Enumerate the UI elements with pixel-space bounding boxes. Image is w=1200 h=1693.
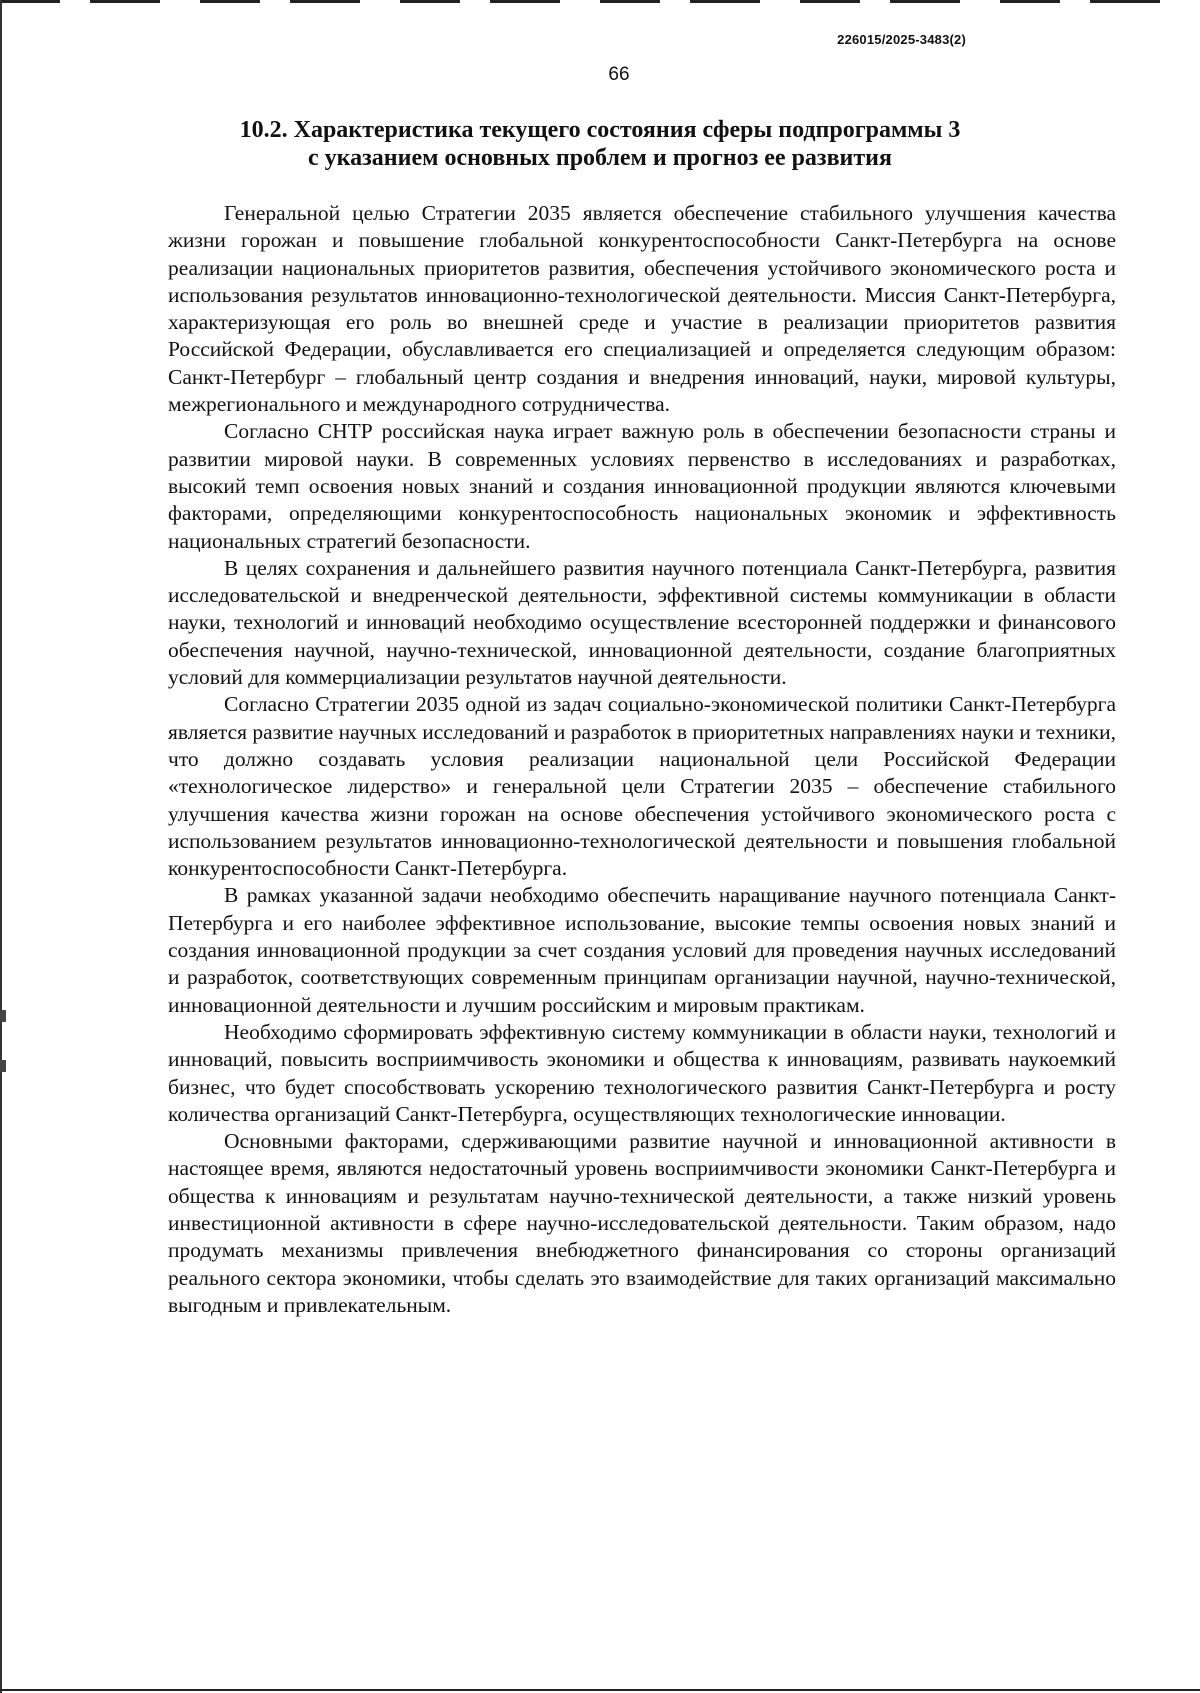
scan-edge-top (0, 0, 1200, 3)
scan-mark (0, 1060, 6, 1072)
paragraph: Согласно Стратегии 2035 одной из задач социально-экономической политики Санкт-Петербурга является развитие научных исследований и разработок в приоритетных направлениях науки и техники, что должно создавать условия реализации национальной цели Российской Федерации «технологическое лидерство» и генеральной цели Стратегии 2035 – обеспечение стабильного улучшения качества жизни горожан на основе обеспечения устойчивого экономического роста с использованием результатов инновационно-технологической деятельности и повышения глобальной конкурентоспособности Санкт-Петербурга. (168, 692, 1116, 881)
paragraph: Генеральной целью Стратегии 2035 является обеспечение стабильного улучшения качества жизни горожан и повышение глобальной конкурентоспособности Санкт-Петербурга на основе реализации национальных приоритетов развития, обеспечения устойчивого экономического роста и использования результатов инновационно-технологической деятельности. Миссия Санкт-Петербурга, характеризующая его роль во внешней среде и участие в реализации приоритетов развития Российской Федерации, обуславливается его специализацией и определяется следующим образом: Санкт-Петербург – глобальный центр создания и внедрения инноваций, науки, мировой культуры, межрегионального и международного сотрудничества. (168, 201, 1116, 417)
scan-edge-bottom (0, 1689, 1200, 1691)
paragraph: Необходимо сформировать эффективную систему коммуникации в области науки, технологий и инноваций, повысить восприимчивость экономики и общества к инновациям, развивать наукоемкий бизнес, что будет способствовать ускорению технологического развития Санкт-Петербурга и росту количества организаций Санкт-Петербурга, осуществляющих технологические инновации. (168, 1019, 1116, 1126)
document-number: 226015/2025-3483(2) (837, 32, 966, 47)
body-text (168, 200, 1116, 1319)
paragraph: В целях сохранения и дальнейшего развития научного потенциала Санкт-Петербурга, развития исследовательской и внедренческой деятельности, эффективной системы коммуникации в области науки, технологий и инноваций необходимо осуществление всесторонней поддержки и финансового обеспечения научной, научно-технической, инновационной деятельности, создание благоприятных условий для коммерциализации результатов научной деятельности. (168, 555, 1116, 690)
page-number: 66 (608, 64, 630, 85)
paragraph: Согласно СНТР российская наука играет важную роль в обеспечении безопасности страны и развитии мировой науки. В современных условиях первенство в исследованиях и разработках, высокий темп освоения новых знаний и создания инновационной продукции являются ключевыми факторами, определяющими конкурентоспособность национальных экономик и эффективность национальных стратегий безопасности. (168, 419, 1116, 553)
paragraph: Основными факторами, сдерживающими развитие научной и инновационной активности в настоящее время, являются недостаточный уровень восприимчивости экономики Санкт-Петербурга и общества к инновациям и результатам научно-технической деятельности, а также низкий уровень инвестиционной активности в сфере научно-исследовательской деятельности. Таким образом, надо продумать механизмы привлечения внебюджетного финансирования со стороны организаций реального сектора экономики, чтобы сделать это взаимодействие для таких организаций максимально выгодным и привлекательным. (168, 1129, 1116, 1317)
section-title-line-1: 10.2. Характеристика текущего состояния сферы подпрограммы 3 (239, 117, 961, 143)
section-title-line-2: с указанием основных проблем и прогноз ее развития (308, 145, 892, 171)
scan-edge-left (0, 0, 2, 1693)
scan-mark (0, 1010, 6, 1022)
paragraph: В рамках указанной задачи необходимо обеспечить наращивание научного потенциала Санкт-Петербурга и его наиболее эффективное использование, высокие темпы освоения новых знаний и создания инновационной продукции за счет создания условий для проведения научных исследований и разработок, соответствующих современным принципам организации научной, научно-технической, инновационной деятельности и лучшим российским и мировым практикам. (168, 883, 1116, 1017)
section-title (150, 116, 1050, 172)
